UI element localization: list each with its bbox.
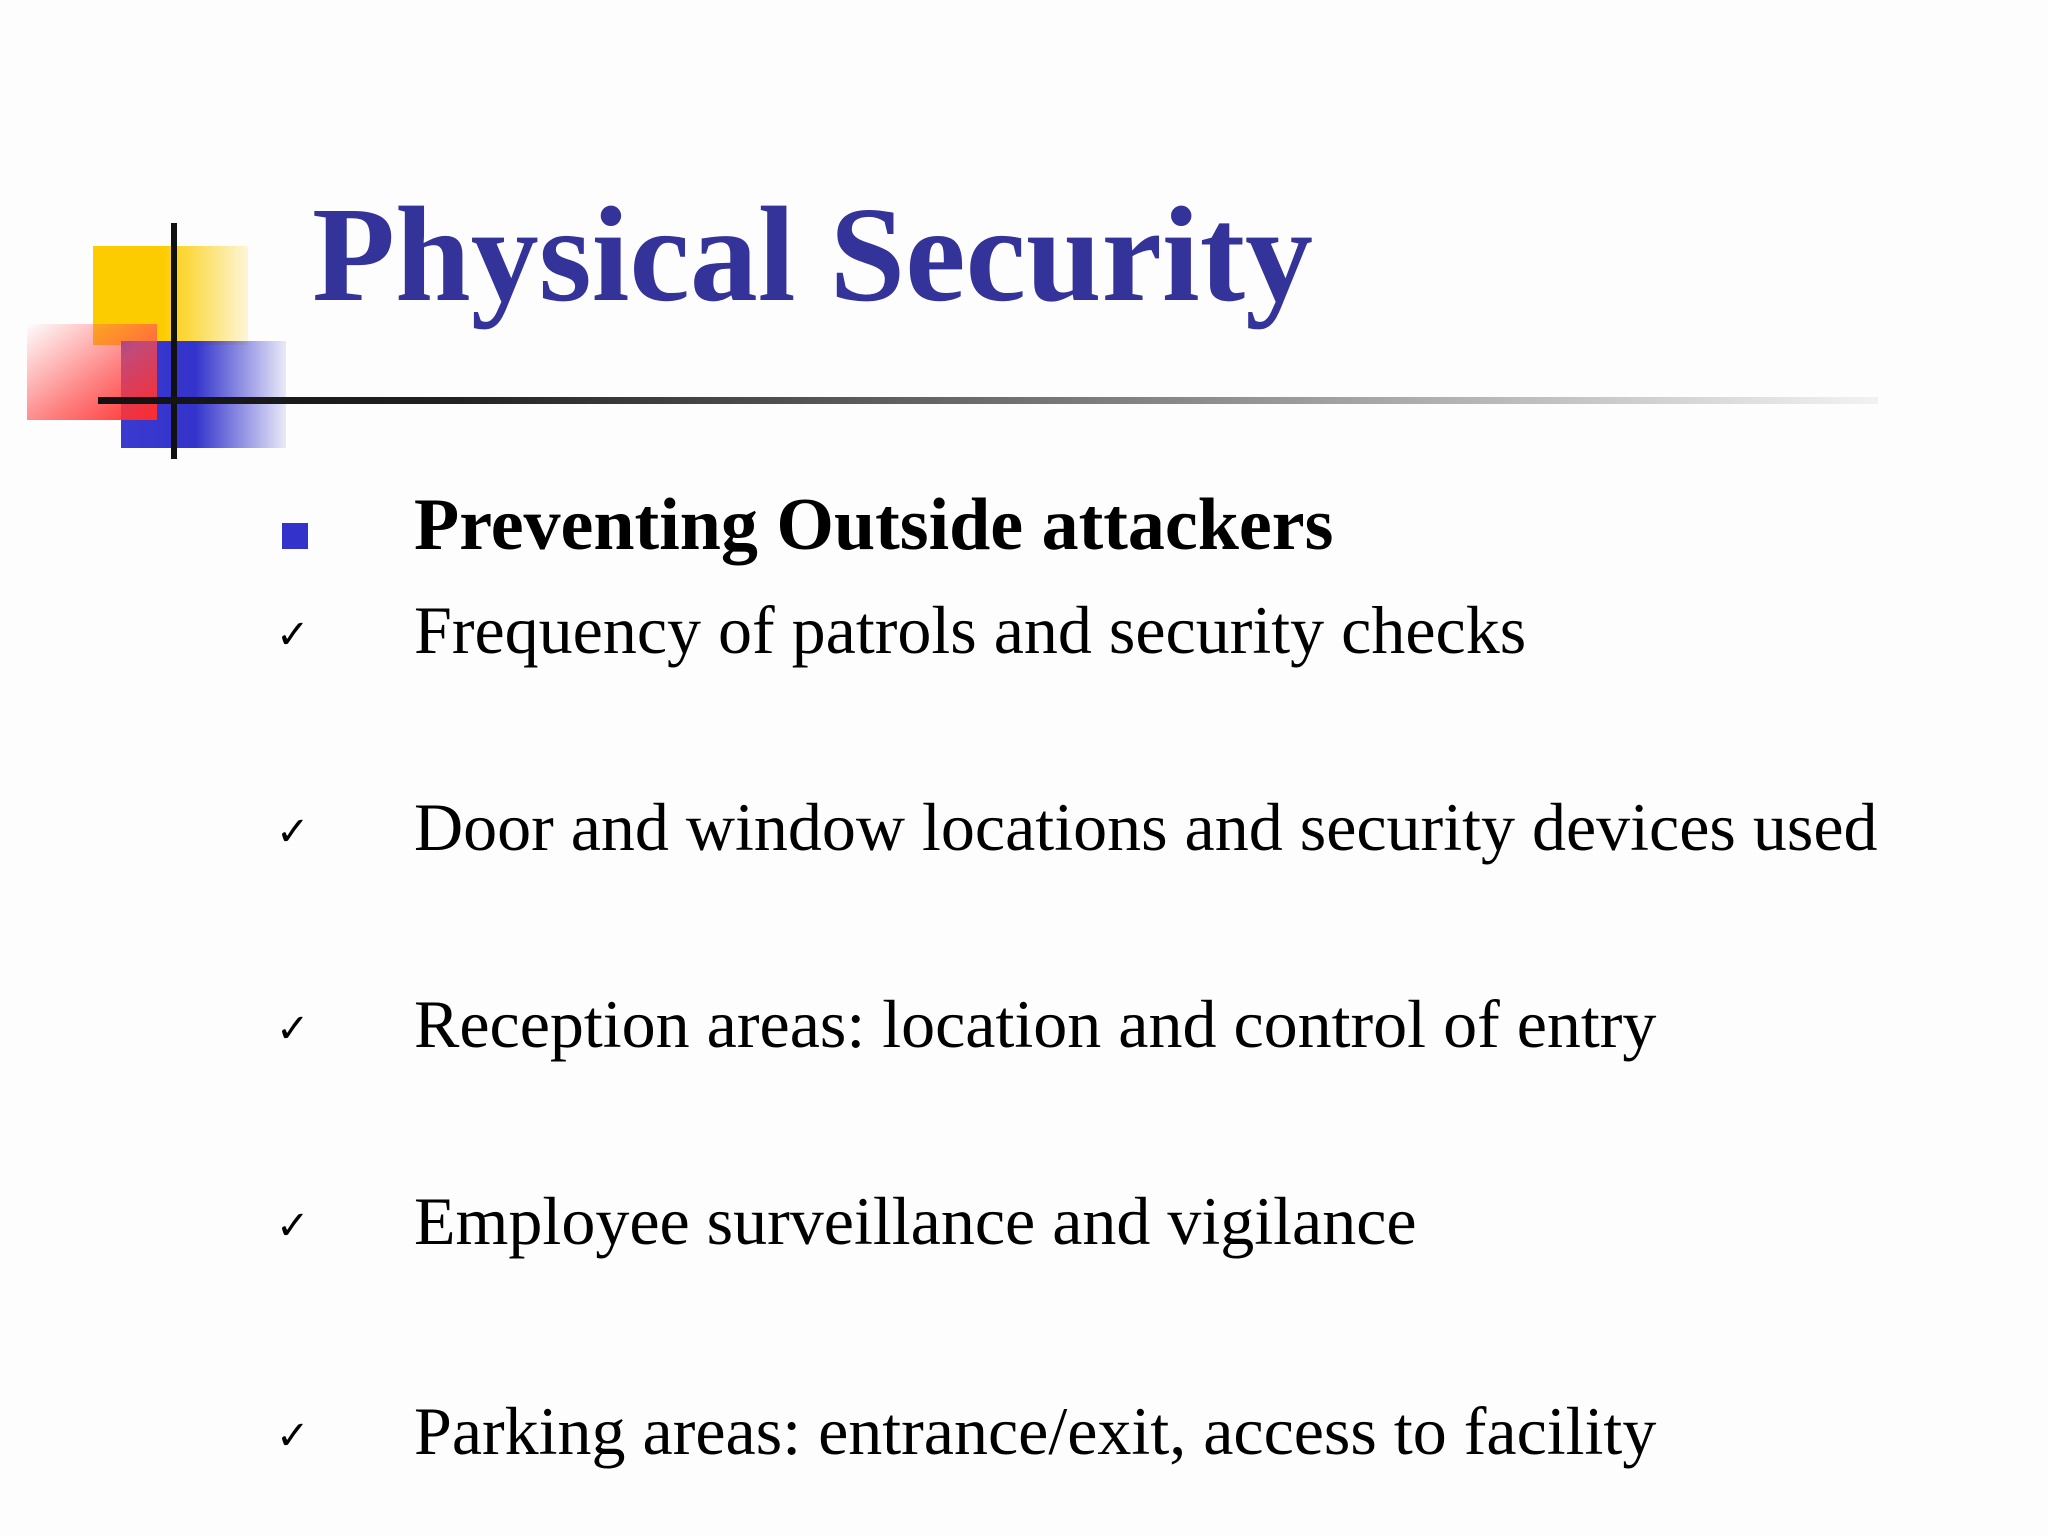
list-item — [0, 1179, 2048, 1263]
section-heading: Preventing Outside attackers — [414, 484, 1334, 566]
checkmark-icon: ✓ — [276, 809, 310, 855]
list-item — [0, 982, 2048, 1066]
checkmark-icon: ✓ — [276, 1203, 310, 1249]
title-underline — [98, 397, 1878, 404]
list-item-text: Door and window locations and security devices used — [414, 789, 1878, 865]
list-item-text: Parking areas: entrance/exit, access to facility — [414, 1393, 1657, 1469]
slide-title: Physical Security — [312, 180, 1314, 330]
list-item — [0, 785, 2048, 869]
checkmark-icon: ✓ — [276, 1413, 310, 1459]
checkmark-icon: ✓ — [276, 612, 310, 658]
list-item — [0, 1389, 2048, 1473]
logo-red-square — [27, 324, 157, 420]
list-item-text: Employee surveillance and vigilance — [414, 1183, 1417, 1259]
list-item-text: Reception areas: location and control of entry — [414, 986, 1657, 1062]
list-item-text: Frequency of patrols and security checks — [414, 592, 1527, 668]
checkmark-icon: ✓ — [276, 1006, 310, 1052]
logo-vertical-line — [171, 223, 177, 459]
square-bullet-icon — [282, 523, 308, 549]
list-item — [0, 588, 2048, 672]
